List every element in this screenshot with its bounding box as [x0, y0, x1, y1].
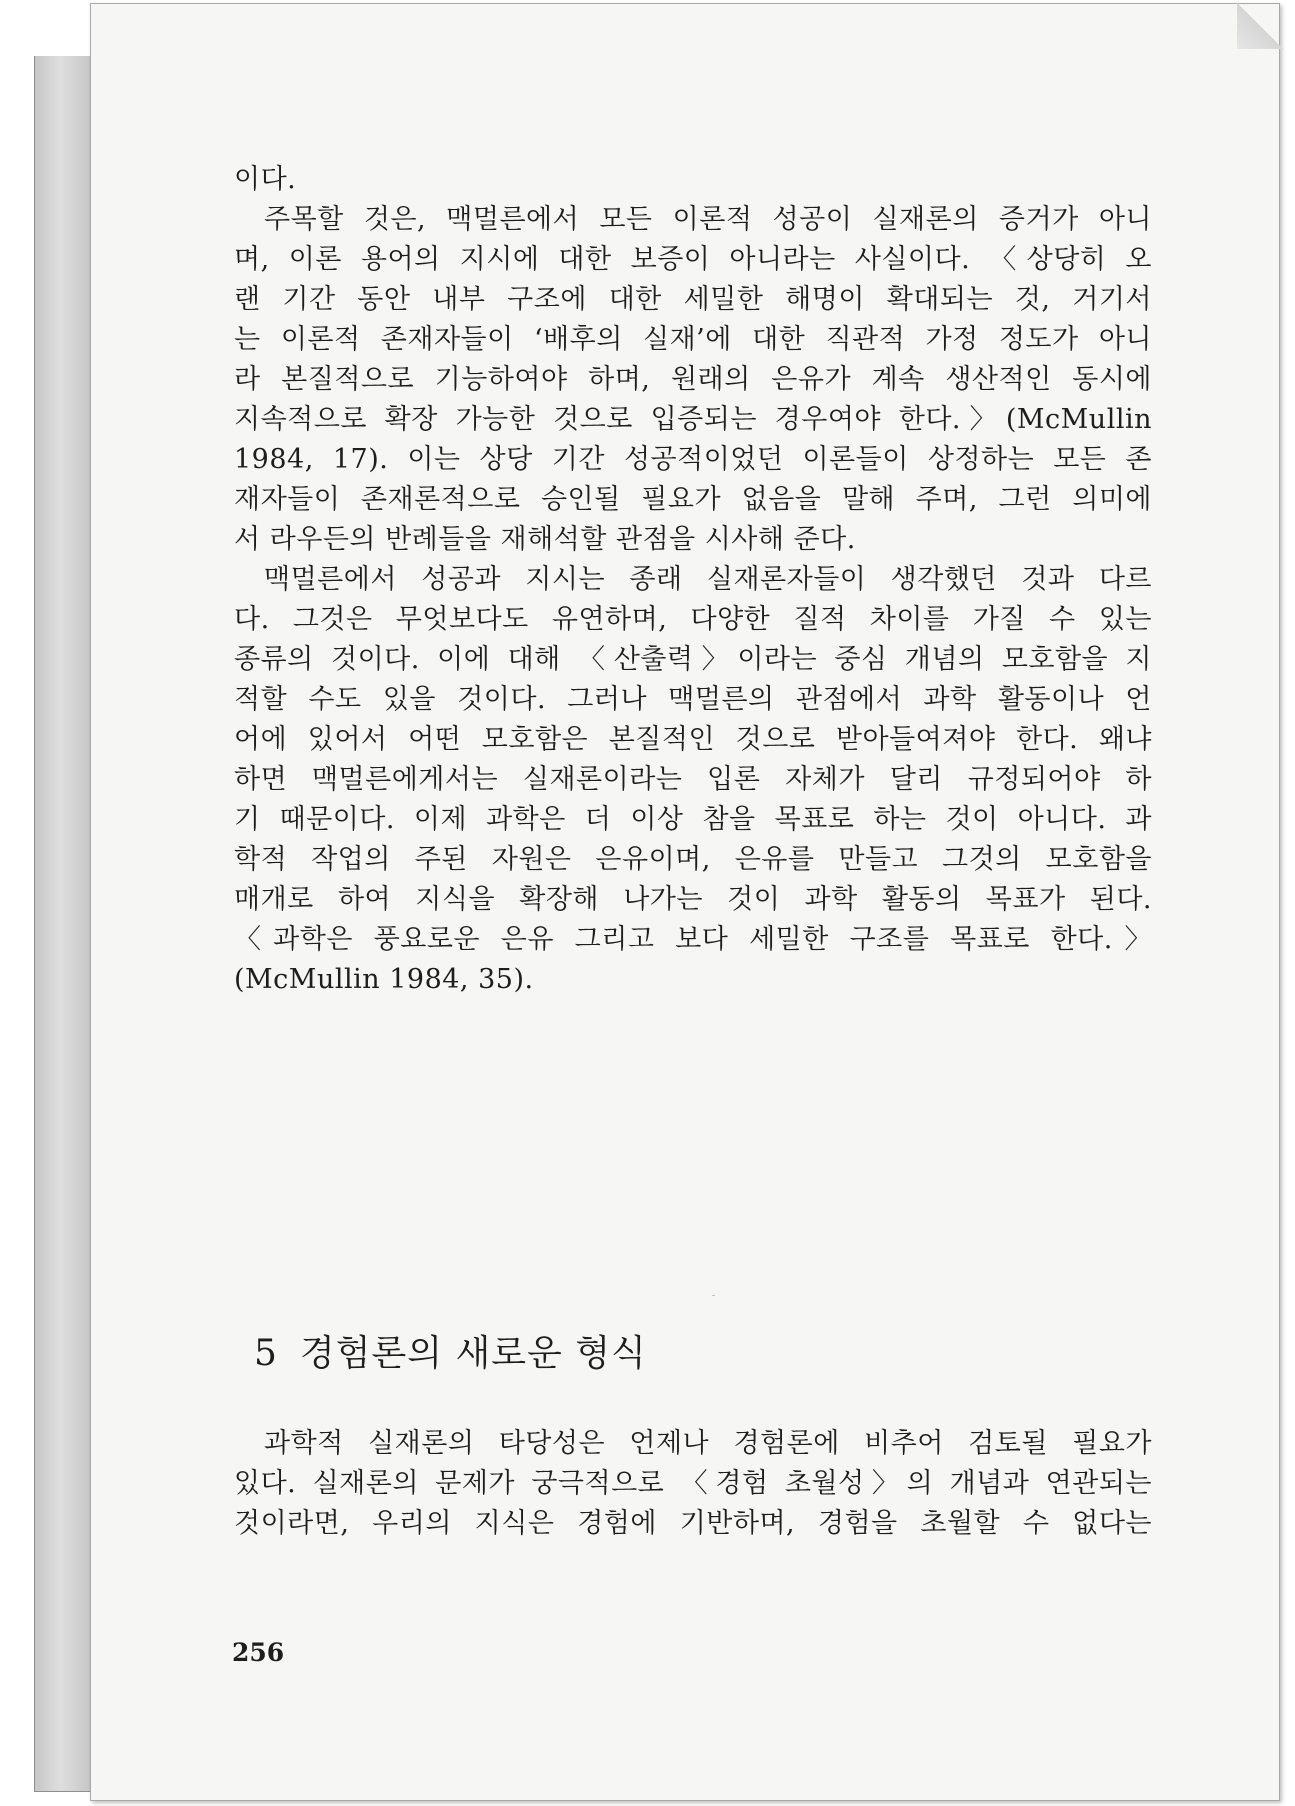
- paragraph-line: 하면 맥멀른에게서는 실재론이라는 입론 자체가 달리 규정되어야 하: [234, 764, 1152, 795]
- paragraph-line: 〈과학은 풍요로운 은유 그리고 보다 세밀한 구조를 목표로 한다.〉: [234, 924, 1152, 955]
- paragraph-line: 적할 수도 있을 것이다. 그러나 맥멀른의 관점에서 과학 활동이나 언: [234, 684, 1152, 715]
- paragraph-line: 과학적 실재론의 타당성은 언제나 경험론에 비추어 검토될 필요가: [264, 1428, 1152, 1459]
- body-text: [234, 160, 1152, 1000]
- paragraph-line: 것이라면, 우리의 지식은 경험에 기반하며, 경험을 초월할 수 없다는: [234, 1508, 1152, 1539]
- scan-speck: [712, 1295, 715, 1296]
- paragraph-line: 학적 작업의 주된 자원은 은유이며, 은유를 만들고 그것의 모호함을: [234, 844, 1152, 875]
- paragraph-line: 기 때문이다. 이제 과학은 더 이상 참을 목표로 하는 것이 아니다. 과: [234, 804, 1152, 835]
- page-number: 256: [232, 1638, 285, 1667]
- paragraph-line: 재자들이 존재론적으로 승인될 필요가 없음을 말해 주며, 그런 의미에: [234, 484, 1152, 515]
- paragraph-line: 주목할 것은, 맥멀른에서 모든 이론적 성공이 실재론의 증거가 아니: [264, 204, 1152, 235]
- paragraph-line: 라 본질적으로 기능하여야 하며, 원래의 은유가 계속 생산적인 동시에: [234, 364, 1152, 395]
- paragraph-line: 랜 기간 동안 내부 구조에 대한 세밀한 해명이 확대되는 것, 거기서: [234, 284, 1152, 315]
- page-corner-fold: [1237, 3, 1283, 49]
- paragraph-line: 다. 그것은 무엇보다도 유연하며, 다양한 질적 차이를 가질 수 있는: [234, 604, 1152, 635]
- paragraph-line: 어에 있어서 어떤 모호함은 본질적인 것으로 받아들여져야 한다. 왜냐: [234, 724, 1152, 755]
- paragraph-line: 맥멀른에서 성공과 지시는 종래 실재론자들이 생각했던 것과 다르: [264, 564, 1152, 595]
- paragraph-line: 며, 이론 용어의 지시에 대한 보증이 아니라는 사실이다. 〈상당히 오: [234, 244, 1152, 275]
- paragraph-line: (McMullin 1984, 35).: [234, 964, 534, 995]
- paragraph-line: 서 라우든의 반례들을 재해석할 관점을 시사해 준다.: [234, 524, 856, 555]
- paragraph-line: 1984, 17). 이는 상당 기간 성공적이었던 이론들이 상정하는 모든 존: [234, 444, 1152, 475]
- paragraph-line: 이다.: [234, 164, 297, 195]
- paragraph-line: 지속적으로 확장 가능한 것으로 입증되는 경우여야 한다.〉(McMullin: [234, 404, 1152, 435]
- section-heading: [254, 1325, 647, 1376]
- section-title: 경험론의 새로운 형식: [299, 1333, 647, 1374]
- paragraph-line: 있다. 실재론의 문제가 궁극적으로 〈경험 초월성〉의 개념과 연관되는: [234, 1468, 1152, 1499]
- paragraph-line: 매개로 하여 지식을 확장해 나가는 것이 과학 활동의 목표가 된다.: [234, 884, 1152, 915]
- paragraph-line: 는 이론적 존재자들이 ‘배후의 실재’에 대한 직관적 가정 정도가 아니: [234, 324, 1152, 355]
- section-number: 5: [254, 1333, 278, 1374]
- paragraph-line: 종류의 것이다. 이에 대해 〈산출력〉이라는 중심 개념의 모호함을 지: [234, 644, 1152, 675]
- section-body-text: [234, 1424, 1152, 1544]
- book-spine-edge: [34, 56, 98, 1792]
